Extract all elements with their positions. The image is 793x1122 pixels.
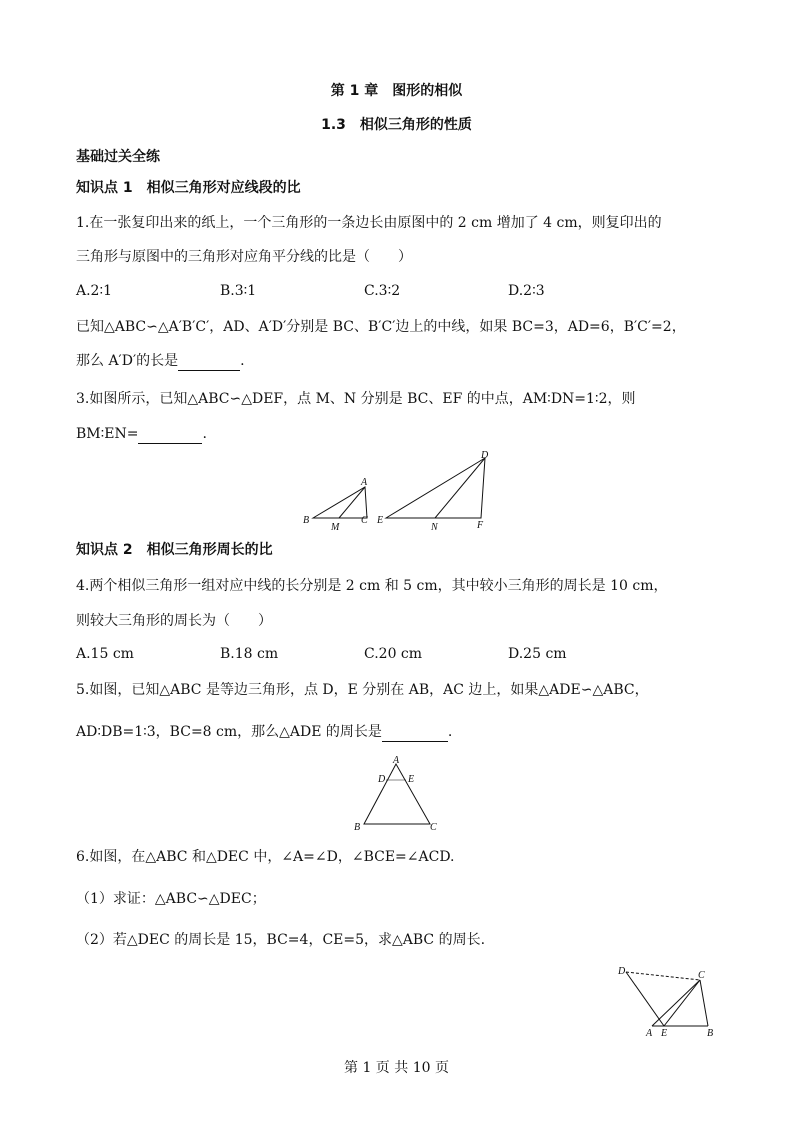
segment-cb — [700, 980, 708, 1026]
q2-end: . — [240, 353, 245, 369]
label-b: B — [303, 515, 310, 526]
q3-line2: BM∶EN= — [76, 426, 139, 442]
q4-option-a: A.15 cm — [76, 646, 134, 662]
q6-figure — [612, 962, 722, 1042]
q2-line1: 已知△ABC∽△A′B′C′，AD、A′D′分别是 BC、B′C′边上的中线，如果 BC=3，AD=6，B′C′=2， — [76, 319, 686, 335]
segment-de — [626, 972, 664, 1026]
segment-dc — [626, 972, 700, 980]
label-b: B — [707, 1028, 714, 1039]
label-a: A — [361, 477, 368, 488]
label-c: C — [430, 822, 437, 833]
label-c: C — [361, 515, 368, 526]
q2-line2-row — [76, 351, 245, 371]
triangle-abc — [313, 487, 367, 518]
q5-figure — [350, 752, 445, 834]
label-m: M — [331, 522, 340, 533]
q4-option-b: B.18 cm — [220, 646, 279, 662]
median-am — [339, 487, 365, 518]
page-footer: 第 1 页 共 10 页 — [344, 1060, 449, 1076]
q2-line2: 那么 A′D′的长是 — [76, 353, 179, 369]
q6-sub2: （2）若△DEC 的周长是 15，BC=4，CE=5，求△ABC 的周长. — [76, 932, 486, 948]
label-n: N — [431, 522, 438, 533]
q6-sub1: （1）求证：△ABC∽△DEC； — [76, 891, 266, 907]
part-heading: 基础过关全练 — [76, 149, 160, 165]
q3-line2-row — [76, 424, 207, 444]
label-f: F — [477, 520, 484, 531]
section-title: 1.3 相似三角形的性质 — [321, 117, 472, 133]
label-b: B — [354, 822, 361, 833]
q3-end: . — [202, 426, 207, 442]
q4-option-c: C.20 cm — [364, 646, 423, 662]
triangle-abc — [364, 764, 430, 824]
q5-line1: 5.如图，已知△ABC 是等边三角形，点 D，E 分别在 AB，AC 边上，如果△ADE∽△ABC， — [76, 682, 649, 698]
label-e: E — [408, 774, 415, 785]
q1-option-c: C.3∶2 — [364, 283, 401, 299]
segment-ac — [652, 980, 700, 1026]
q1-option-a: A.2∶1 — [76, 283, 113, 299]
label-a: A — [646, 1028, 653, 1039]
q1-option-d: D.2∶3 — [508, 283, 545, 299]
median-dn — [435, 458, 485, 518]
q3-figure — [295, 448, 505, 536]
q4-option-d: D.25 cm — [508, 646, 567, 662]
knowledge-point-2: 知识点 2 相似三角形周长的比 — [76, 542, 273, 558]
triangle-def — [386, 458, 485, 518]
q4-line2: 则较大三角形的周长为（ ） — [76, 613, 272, 629]
q1-option-b: B.3∶1 — [220, 283, 257, 299]
q6-line1: 6.如图，在△ABC 和△DEC 中，∠A=∠D，∠BCE=∠ACD. — [76, 849, 455, 865]
label-e: E — [377, 515, 384, 526]
q5-line2-row — [76, 722, 452, 742]
knowledge-point-1: 知识点 1 相似三角形对应线段的比 — [76, 180, 301, 196]
chapter-title: 第 1 章 图形的相似 — [330, 83, 463, 99]
label-d: D — [378, 774, 386, 785]
q5-end: . — [447, 724, 453, 740]
label-a: A — [393, 755, 400, 766]
q2-answer-blank[interactable] — [178, 354, 240, 371]
q3-line1: 3.如图所示，已知△ABC∽△DEF，点 M、N 分别是 BC、EF 的中点，AM∶DN=1∶2，则 — [76, 391, 636, 407]
q3-answer-blank[interactable] — [138, 427, 202, 444]
segment-ec — [664, 980, 700, 1026]
label-d: D — [618, 966, 626, 977]
q1-line1: 1.在一张复印出来的纸上，一个三角形的一条边长由原图中的 2 cm 增加了 4 cm，则复印出的 — [76, 215, 662, 231]
q4-line1: 4.两个相似三角形一组对应中线的长分别是 2 cm 和 5 cm，其中较小三角形的周长是 10 cm， — [76, 578, 668, 594]
label-c: C — [698, 970, 705, 981]
label-e: E — [661, 1028, 668, 1039]
q1-line2: 三角形与原图中的三角形对应角平分线的比是（ ） — [76, 249, 412, 265]
q5-line2: AD∶DB=1∶3，BC=8 cm，那么△ADE 的周长是 — [76, 724, 382, 740]
q5-answer-blank[interactable] — [382, 725, 448, 742]
label-d: D — [481, 450, 489, 461]
